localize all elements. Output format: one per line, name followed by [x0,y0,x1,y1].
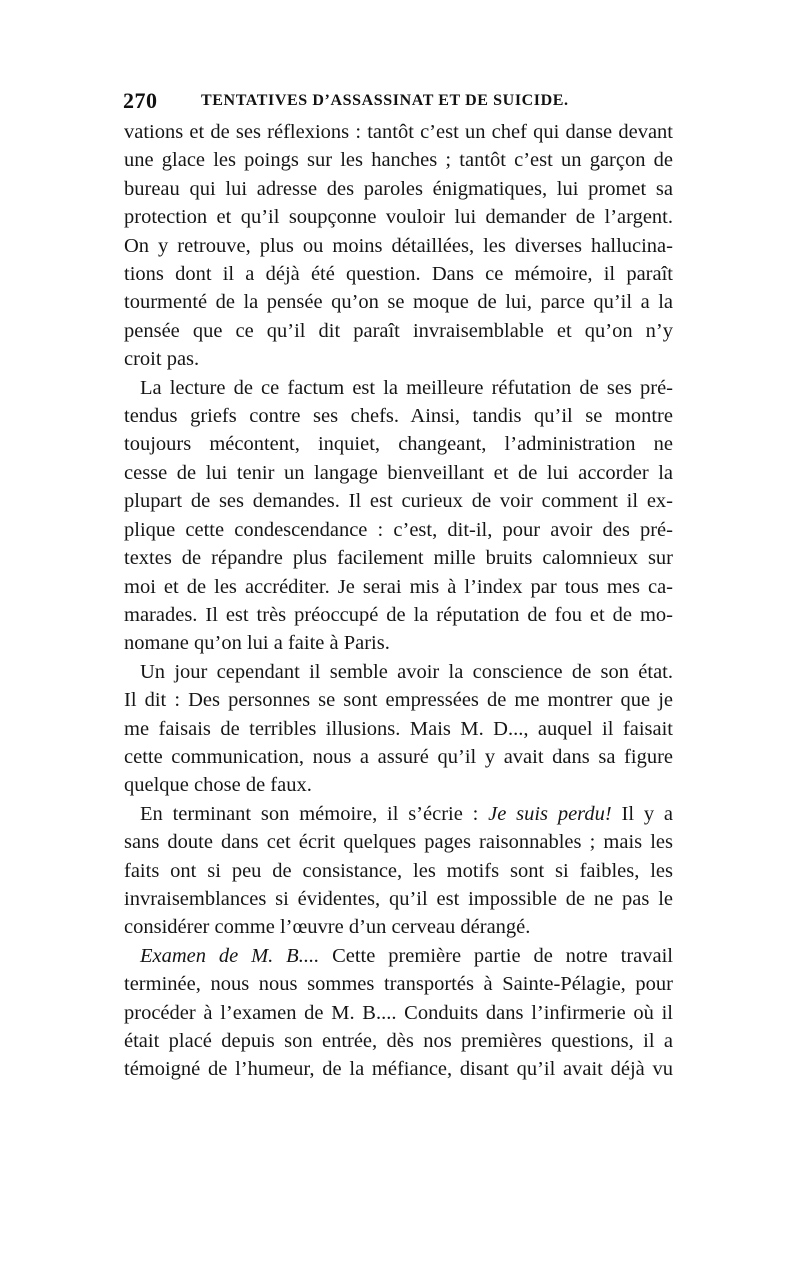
text-line: tendus griefs contre ses chefs. Ainsi, tandis qu’il se montre [124,405,673,428]
text-segment: Il y a [621,802,674,825]
paragraph-5 [124,942,673,1084]
text-line: était placé depuis son entrée, dès nos premières questions, il a [124,1030,673,1052]
text-line: tions dont il a déjà été question. Dans ce mémoire, il paraît [124,263,673,286]
text-line: plupart de ses demandes. Il est curieux de voir comment il ex- [124,490,673,513]
text-line: considérer comme l’œuvre d’un cerveau dérangé. [124,916,531,939]
text-line: La lecture de ce factum est la meilleure réfutation de ses pré- [140,376,673,399]
text-line: bureau qui lui adresse des paroles énigmatiques, lui promet sa [124,177,673,200]
body-text [124,118,673,1084]
text-line: une glace les poings sur les hanches ; tantôt c’est un garçon de [124,149,673,172]
text-line: protection et qu’il soupçonne vouloir lui demander de l’argent. [124,206,673,229]
text-line: témoigné de l’humeur, de la méfiance, disant qu’il avait déjà vu [124,1058,673,1081]
paragraph-2 [124,374,673,658]
text-line: On y retrouve, plus ou moins détaillées, les diverses hallucina- [124,234,673,257]
page-number: 270 [123,88,158,113]
text-line: cette communication, nous a assuré qu’il y avait dans sa figure [124,745,673,768]
book-page [123,88,674,1084]
text-line: Il dit : Des personnes se sont empressées de me montrer que je [124,689,673,712]
text-line: pensée que ce qu’il dit paraît invraisemblable et qu’on n’y [124,319,673,342]
text-line: Un jour cependant il semble avoir la conscience de son état. [140,660,673,683]
section-lead: Examen de M. B.... [140,944,320,967]
italic-quote: Je suis perdu! [488,802,612,825]
page-header [123,88,673,118]
text-line: moi et de les accréditer. Je serai mis à l’index par tous mes ca- [124,575,673,598]
text-line-mixed [124,800,673,828]
text-line: plique cette condescendance : c’est, dit-il, pour avoir des pré- [124,518,673,541]
text-line: tourmenté de la pensée qu’on se moque de lui, parce qu’il a la [124,291,673,314]
text-line: sans doute dans cet écrit quelques pages raisonnables ; mais les [124,831,673,854]
paragraph-3 [124,658,673,800]
text-line: procéder à l’examen de M. B.... Conduits dans l’infirmerie où il [124,1001,673,1024]
paragraph-1 [124,118,673,374]
text-line: marades. Il est très préoccupé de la réputation de fou et de mo- [124,603,673,626]
text-line-mixed [124,942,673,970]
text-line: croit pas. [124,348,200,371]
text-line: nomane qu’on lui a faite à Paris. [124,632,390,655]
text-line: invraisemblances si évidentes, qu’il est impossible de ne pas le [124,887,673,910]
text-line: textes de répandre plus facilement mille bruits calomnieux sur [124,547,673,570]
text-line: cesse de lui tenir un langage bienveillant et de lui accorder la [124,461,673,484]
paragraph-4 [124,800,673,942]
text-line: vations et de ses réflexions : tantôt c’est un chef qui danse devant [124,121,673,143]
text-line: me faisais de terribles illusions. Mais M. D..., auquel il faisait [124,717,673,740]
running-title: TENTATIVES D’ASSASSINAT ET DE SUICIDE. [201,92,569,109]
text-segment: Cette première partie de notre travail [332,944,674,967]
text-line: faits ont si peu de consistance, les motifs sont si faibles, les [124,859,673,882]
text-line: toujours mécontent, inquiet, changeant, l’administration ne [124,433,673,456]
text-line: quelque chose de faux. [124,774,312,797]
text-line: terminée, nous nous sommes transportés à Sainte-Pélagie, pour [124,973,673,996]
text-segment: En terminant son mémoire, il s’écrie : [140,802,479,825]
